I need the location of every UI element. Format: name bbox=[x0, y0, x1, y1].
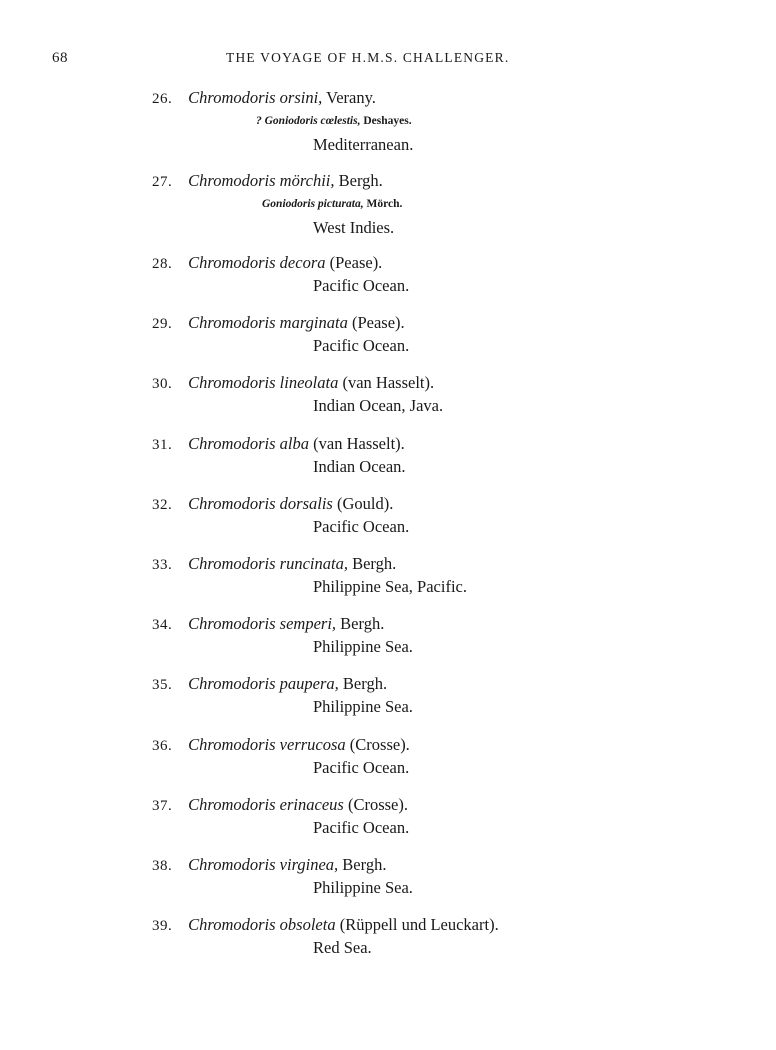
species-line bbox=[152, 494, 393, 514]
species-entry bbox=[0, 434, 776, 494]
locality: Red Sea. bbox=[313, 938, 372, 958]
genus-name: Chromodoris bbox=[188, 854, 276, 874]
species-name: paupera, bbox=[279, 674, 339, 694]
entry-number: 35. bbox=[152, 677, 173, 694]
locality: Indian Ocean, Java. bbox=[313, 396, 444, 416]
species-name: decora bbox=[279, 253, 326, 272]
species-entry bbox=[0, 313, 776, 373]
species-line bbox=[152, 614, 384, 634]
species-line bbox=[152, 88, 376, 108]
species-name: lineolata bbox=[279, 373, 339, 393]
genus-name: Chromodoris bbox=[188, 553, 276, 573]
species-line bbox=[152, 434, 405, 454]
authority: Verany. bbox=[326, 88, 376, 107]
synonym-name: Goniodoris cœlestis, bbox=[264, 115, 361, 127]
synonym-line bbox=[262, 198, 402, 210]
species-entry bbox=[0, 735, 776, 795]
species-entry bbox=[0, 674, 776, 734]
locality: Pacific Ocean. bbox=[313, 516, 410, 536]
species-entry bbox=[0, 253, 776, 313]
genus-name: Chromodoris bbox=[188, 253, 276, 272]
genus-name: Chromodoris bbox=[188, 170, 276, 190]
synonym-authority: Mörch. bbox=[366, 197, 403, 210]
locality: Philippine Sea. bbox=[313, 877, 413, 897]
species-line bbox=[152, 253, 382, 273]
species-name: virginea, bbox=[279, 854, 339, 874]
entry-number: 26. bbox=[152, 91, 173, 107]
species-line bbox=[152, 674, 387, 694]
authority: (van Hasselt). bbox=[342, 373, 435, 393]
species-name: alba bbox=[279, 433, 310, 453]
species-name: marginata bbox=[279, 313, 348, 333]
locality: Pacific Ocean. bbox=[313, 817, 410, 837]
genus-name: Chromodoris bbox=[188, 614, 276, 634]
authority: Bergh. bbox=[342, 854, 387, 874]
species-entry bbox=[0, 494, 776, 554]
authority: (Gould). bbox=[336, 493, 394, 513]
synonym-query-mark: ? bbox=[256, 115, 265, 127]
entry-number: 31. bbox=[152, 436, 173, 453]
locality: West Indies. bbox=[313, 217, 395, 237]
genus-name: Chromodoris bbox=[188, 313, 276, 333]
species-list bbox=[0, 88, 776, 975]
genus-name: Chromodoris bbox=[188, 794, 276, 814]
locality: Pacific Ocean. bbox=[313, 336, 410, 356]
locality: Philippine Sea. bbox=[313, 697, 413, 717]
species-line bbox=[152, 171, 383, 191]
locality: Indian Ocean. bbox=[313, 456, 406, 476]
authority: Bergh. bbox=[340, 614, 385, 634]
entry-number: 37. bbox=[152, 797, 173, 814]
species-entry bbox=[0, 373, 776, 433]
authority: Bergh. bbox=[352, 553, 397, 573]
genus-name: Chromodoris bbox=[188, 734, 276, 754]
species-line bbox=[152, 735, 410, 755]
authority: (van Hasselt). bbox=[313, 433, 405, 453]
entry-number: 30. bbox=[152, 376, 173, 393]
entry-number: 34. bbox=[152, 617, 173, 634]
authority: (Pease). bbox=[329, 253, 383, 272]
authority: (Pease). bbox=[351, 313, 405, 333]
species-line bbox=[152, 373, 434, 393]
locality: Philippine Sea. bbox=[313, 637, 413, 657]
entry-number: 29. bbox=[152, 316, 173, 333]
running-head: THE VOYAGE OF H.M.S. CHALLENGER. bbox=[226, 50, 510, 65]
entry-number: 33. bbox=[152, 556, 173, 573]
entry-number: 36. bbox=[152, 737, 173, 754]
species-name: runcinata, bbox=[279, 553, 348, 573]
entry-number: 27. bbox=[152, 173, 173, 190]
genus-name: Chromodoris bbox=[188, 915, 276, 935]
authority: (Crosse). bbox=[347, 794, 408, 814]
species-line bbox=[152, 855, 386, 875]
species-name: mörchii, bbox=[279, 170, 335, 190]
entry-number: 28. bbox=[152, 256, 173, 272]
authority: (Crosse). bbox=[349, 734, 410, 754]
genus-name: Chromodoris bbox=[188, 373, 276, 393]
species-entry bbox=[0, 88, 776, 171]
species-line bbox=[152, 554, 396, 574]
species-entry bbox=[0, 171, 776, 254]
species-name: dorsalis bbox=[279, 493, 333, 513]
authority: Bergh. bbox=[338, 170, 383, 190]
species-line bbox=[152, 915, 499, 935]
locality: Mediterranean. bbox=[313, 135, 414, 154]
species-entry bbox=[0, 795, 776, 855]
genus-name: Chromodoris bbox=[188, 493, 276, 513]
species-name: obsoleta bbox=[279, 915, 336, 935]
species-entry bbox=[0, 554, 776, 614]
locality: Pacific Ocean. bbox=[313, 276, 410, 295]
entry-number: 39. bbox=[152, 918, 173, 935]
genus-name: Chromodoris bbox=[188, 88, 276, 107]
synonym-line bbox=[256, 115, 412, 127]
locality: Pacific Ocean. bbox=[313, 757, 410, 777]
authority: Bergh. bbox=[342, 674, 388, 694]
species-entry bbox=[0, 855, 776, 915]
page-number: 68 bbox=[52, 50, 68, 66]
species-line bbox=[152, 313, 405, 333]
species-name: orsini, bbox=[279, 88, 323, 107]
species-entry bbox=[0, 915, 776, 975]
species-name: semperi, bbox=[279, 614, 337, 634]
species-line bbox=[152, 795, 408, 815]
synonym-name: Goniodoris picturata, bbox=[262, 197, 364, 210]
entry-number: 32. bbox=[152, 496, 173, 513]
genus-name: Chromodoris bbox=[188, 674, 276, 694]
entry-number: 38. bbox=[152, 857, 173, 874]
species-name: erinaceus bbox=[279, 794, 344, 814]
species-name: verrucosa bbox=[279, 734, 346, 754]
synonym-authority: Deshayes. bbox=[363, 115, 412, 127]
locality: Philippine Sea, Pacific. bbox=[313, 576, 467, 596]
authority: (Rüppell und Leuckart). bbox=[339, 915, 499, 935]
species-entry bbox=[0, 614, 776, 674]
genus-name: Chromodoris bbox=[188, 433, 276, 453]
